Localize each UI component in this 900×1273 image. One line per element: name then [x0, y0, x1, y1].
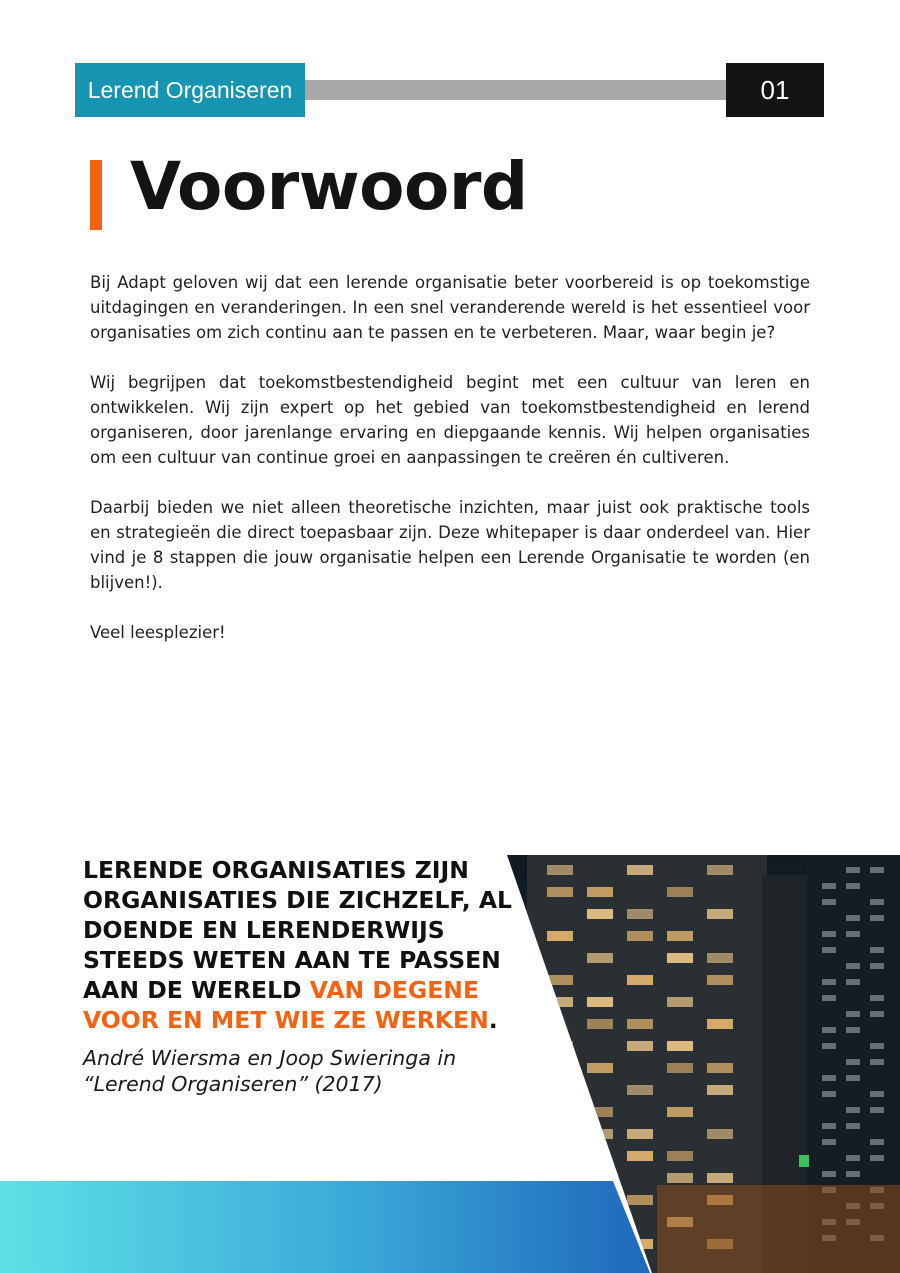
paragraph-2: Wij begrijpen dat toekomstbestendigheid begint met een cultuur van leren en ontwikkelen. Wij zijn expert op het gebied van toekomstbestendigheid en lerend organiseren, door jarenlange ervaring en diepgaande kennis. Wij helpen organisaties om een cultuur van continue groei en aanpassingen te creëren én cultiveren.	[90, 373, 810, 467]
page-number-box	[726, 63, 824, 117]
pull-quote	[83, 855, 523, 1035]
attribution-line-1: André Wiersma en Joop Swieringa in	[83, 1046, 457, 1070]
paragraph-1: Bij Adapt geloven wij dat een lerende organisatie beter voorbereid is op toekomstige uitdagingen en veranderingen. In een snel veranderende wereld is het essentieel voor organisaties om zich continu aan te passen en te verbeteren. Maar, waar begin je?	[90, 273, 810, 342]
title-accent-bar	[90, 160, 102, 230]
quote-attribution	[83, 1045, 523, 1097]
quote-main-text: LERENDE ORGANISATIES ZIJN ORGANISATIES DIE ZICHZELF, AL DOENDE EN LERENDERWIJS STEEDS WETEN AAN TE PASSEN AAN DE WERELD	[83, 856, 512, 1004]
quote-highlight-text: VAN DEGENE VOOR EN MET WIE ZE WERKEN	[83, 976, 489, 1034]
page-title: Voorwoord	[130, 148, 528, 225]
quote-end-punctuation: .	[488, 1006, 498, 1034]
header-tag-label: Lerend Organiseren	[87, 76, 293, 103]
page-number: 01	[760, 74, 790, 105]
attribution-line-2: “Lerend Organiseren” (2017)	[83, 1072, 383, 1096]
header-divider-bar	[305, 80, 727, 100]
header-tag	[75, 63, 305, 117]
paragraph-3: Daarbij bieden we niet alleen theoretische inzichten, maar juist ook praktische tools en strategieën die direct toepasbaar zijn. Deze whitepaper is daar onderdeel van. Hier vind je 8 stappen die jouw organisatie helpen een Lerende Organisatie te worden (en blijven!).	[90, 498, 810, 592]
foreword-body	[90, 270, 810, 670]
paragraph-4: Veel leesplezier!	[90, 623, 226, 642]
